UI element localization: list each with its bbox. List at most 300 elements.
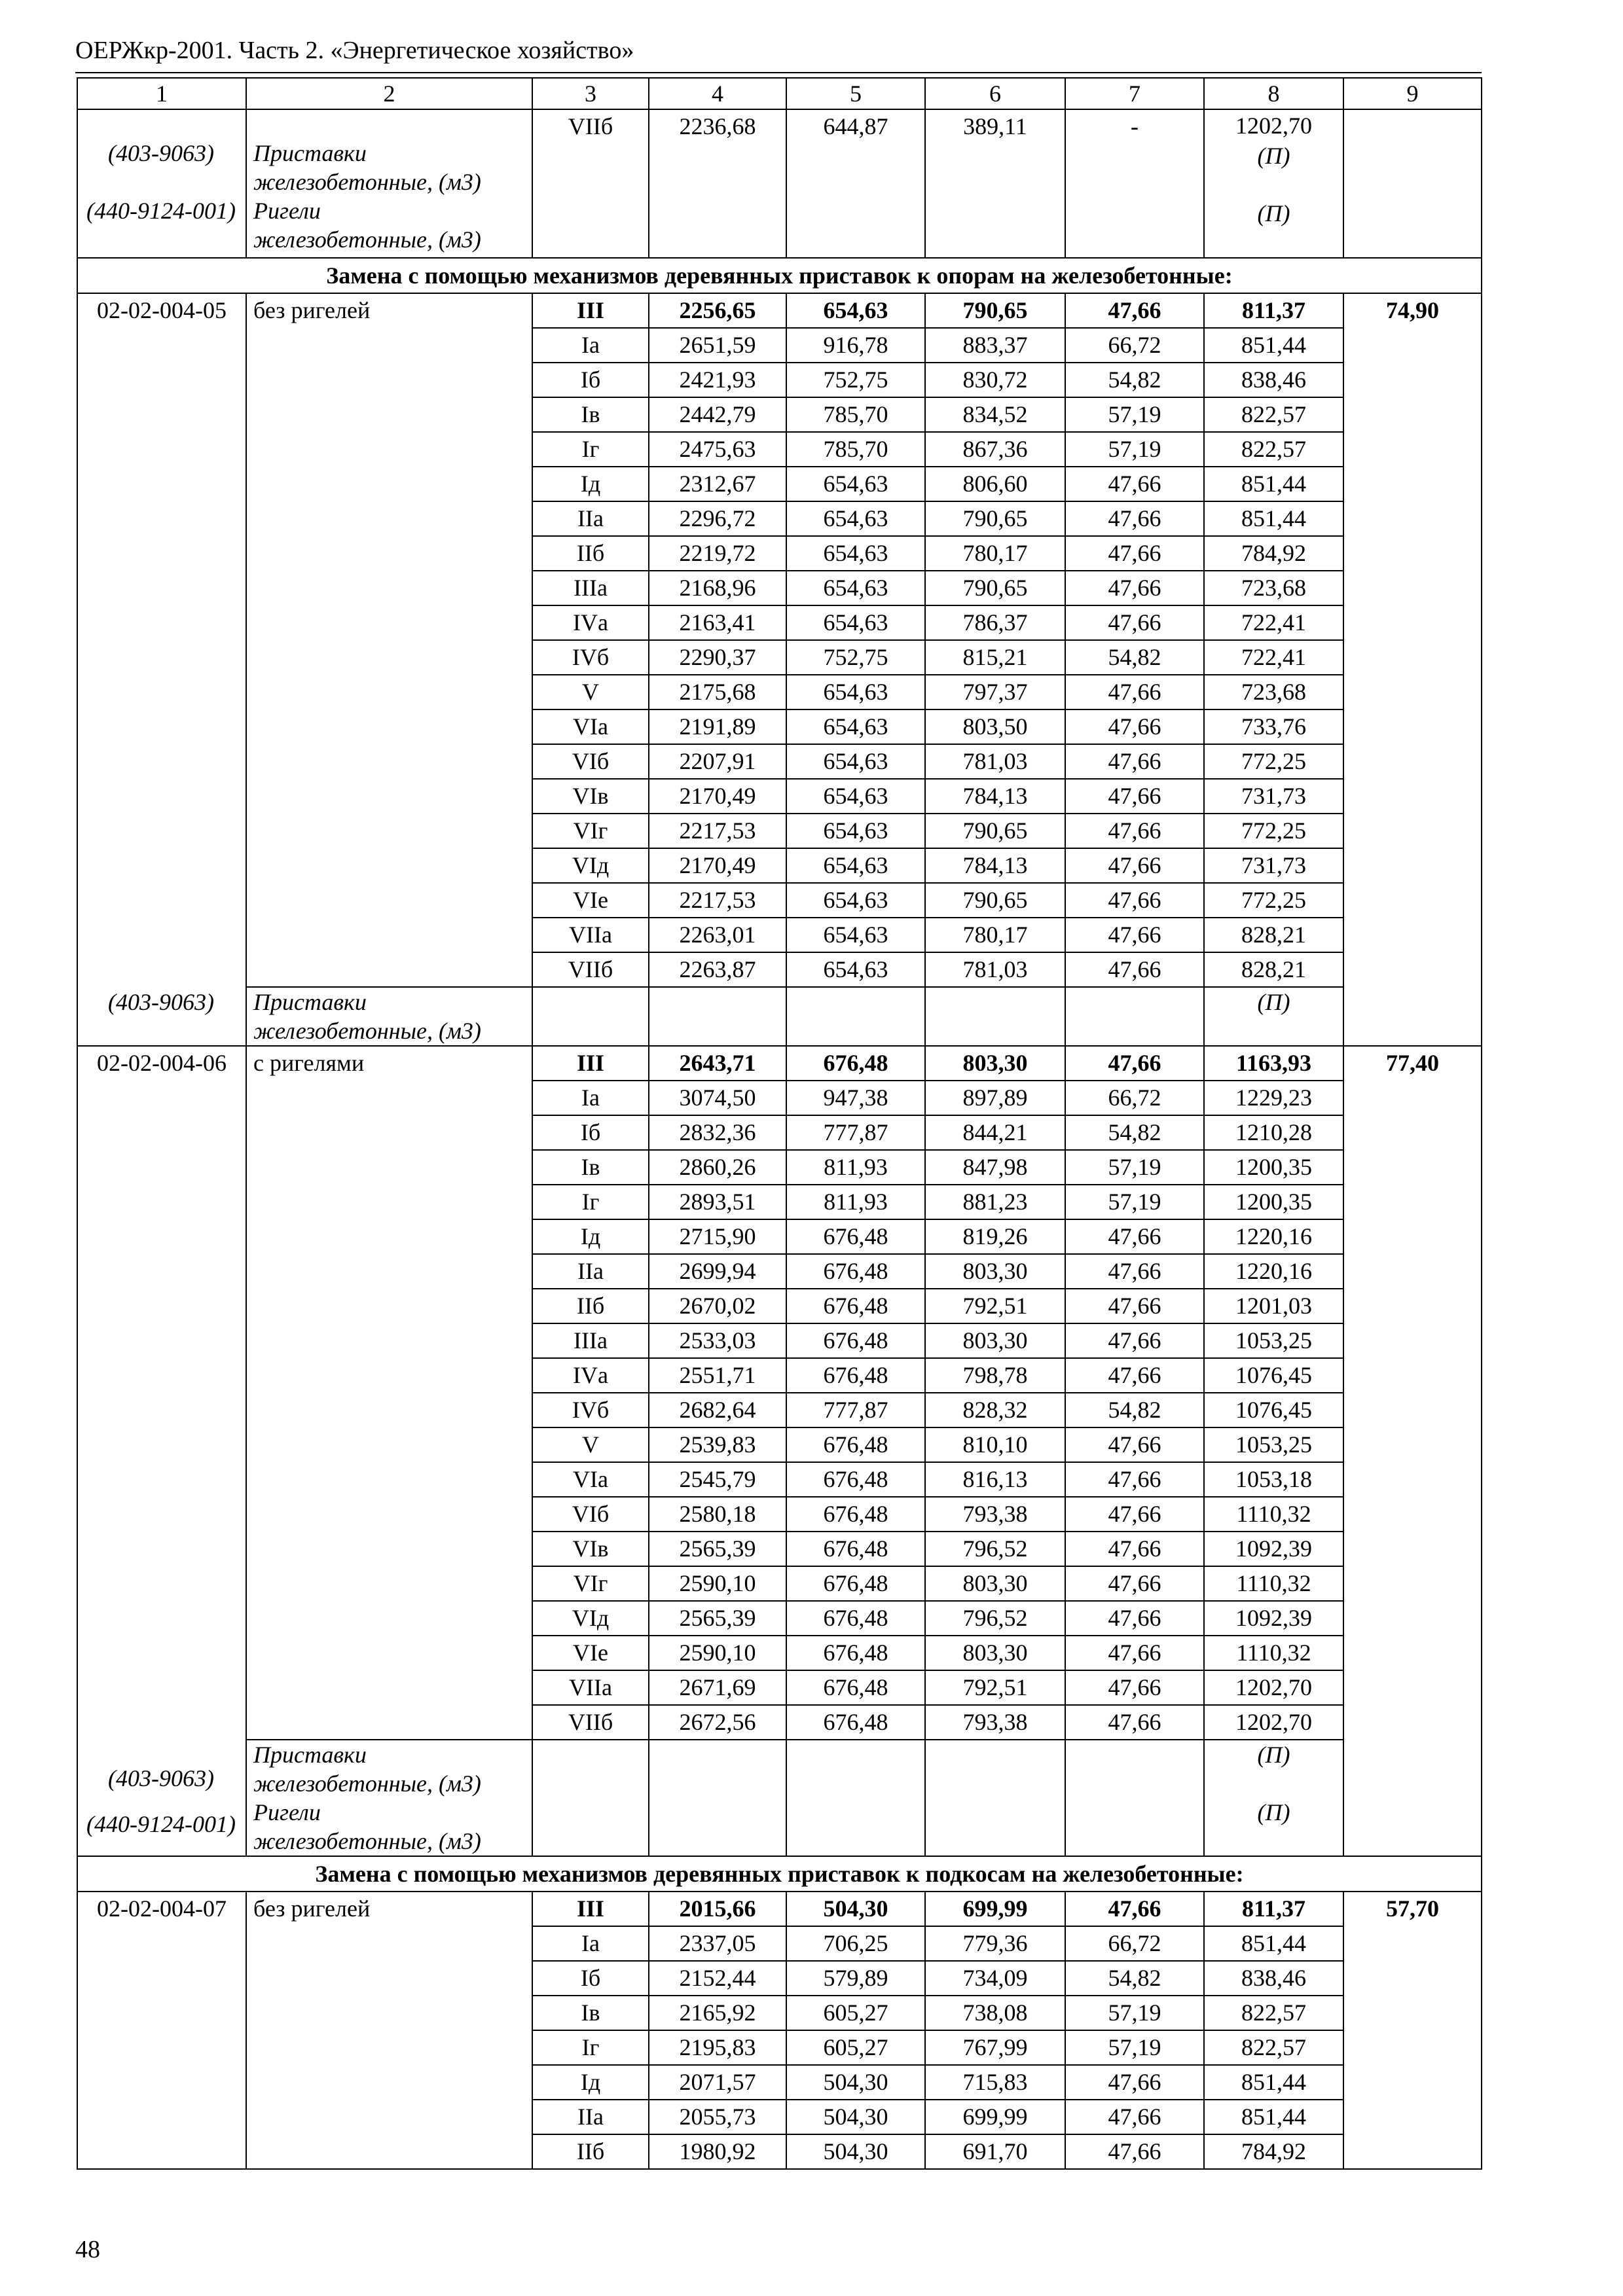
value-cell: 722,41 (1204, 605, 1343, 640)
value-cell: 47,66 (1065, 2134, 1204, 2169)
value-cell: 699,99 (925, 1892, 1065, 1926)
value-cell: 699,99 (925, 2100, 1065, 2134)
value-cell: 47,66 (1065, 1705, 1204, 1740)
value-cell: 738,08 (925, 1996, 1065, 2030)
value-cell: 2263,87 (649, 952, 786, 987)
value-cell: 47,66 (1065, 605, 1204, 640)
value-cell: 2312,67 (649, 467, 786, 501)
empty-cell (786, 987, 925, 1046)
value-cell: 2217,53 (649, 883, 786, 918)
value-cell: 654,63 (786, 744, 925, 779)
value-cell: 867,36 (925, 432, 1065, 467)
table-row (77, 1046, 1482, 1081)
value-cell: 57,19 (1065, 432, 1204, 467)
value-cell: 916,78 (786, 328, 925, 363)
value-cell: 790,65 (925, 814, 1065, 848)
zone-cell: Iб (532, 1961, 649, 1996)
value-cell: 822,57 (1204, 2030, 1343, 2065)
value-cell: 2590,10 (649, 1566, 786, 1601)
value-cell: 723,68 (1204, 571, 1343, 605)
value-cell: 844,21 (925, 1115, 1065, 1150)
value-cell: 2545,79 (649, 1462, 786, 1497)
value-cell: 676,48 (786, 1636, 925, 1670)
rate-code-text: 02-02-004-06 (97, 1050, 227, 1076)
value-cell: 803,30 (925, 1254, 1065, 1289)
value-cell: 47,66 (1065, 571, 1204, 605)
value-cell: 784,13 (925, 848, 1065, 883)
value-cell: 803,50 (925, 709, 1065, 744)
value-cell: 723,68 (1204, 675, 1343, 709)
value-cell: 772,25 (1204, 883, 1343, 918)
value-cell: 47,66 (1065, 1566, 1204, 1601)
value-cell: 1201,03 (1204, 1289, 1343, 1323)
value-cell: 47,66 (1065, 1670, 1204, 1705)
value-cell: 793,38 (925, 1705, 1065, 1740)
resource-codes (77, 109, 246, 258)
value-cell: 676,48 (786, 1427, 925, 1462)
value-cell: 47,66 (1065, 1046, 1204, 1081)
value-cell: 47,66 (1065, 2100, 1204, 2134)
value-cell: 786,37 (925, 605, 1065, 640)
value-cell: 2580,18 (649, 1497, 786, 1532)
rate-code (77, 293, 246, 1046)
zone-cell: VIб (532, 1497, 649, 1532)
value-cell: 504,30 (786, 1892, 925, 1926)
zone-cell: V (532, 675, 649, 709)
empty-cell (1065, 987, 1204, 1046)
resource-code: (440-9124-001) (86, 1811, 236, 1837)
table-row (77, 1892, 1482, 1926)
value-cell: 676,48 (786, 1566, 925, 1601)
zone-cell: VIIа (532, 918, 649, 952)
value-cell: 851,44 (1204, 2100, 1343, 2134)
zone-cell: Iв (532, 1996, 649, 2030)
zone-cell: VIIб (532, 952, 649, 987)
resource-mark: (П) (1257, 1799, 1290, 1825)
column-number: 6 (925, 78, 1065, 109)
resource-code: (440-9124-001) (86, 198, 236, 224)
spacer (78, 110, 244, 139)
value-cell: 1053,18 (1204, 1462, 1343, 1497)
value-cell: 1200,35 (1204, 1185, 1343, 1219)
value-cell: 654,63 (786, 501, 925, 536)
resource-row (77, 1740, 1482, 1856)
value-cell: 676,48 (786, 1289, 925, 1323)
value-cell: 2015,66 (649, 1892, 786, 1926)
zone-cell: VIб (532, 744, 649, 779)
value-cell: 830,72 (925, 363, 1065, 397)
value-cell: 57,19 (1065, 1996, 1204, 2030)
column-number: 3 (532, 78, 649, 109)
value-cell: 504,30 (786, 2134, 925, 2169)
value-cell: 66,72 (1065, 328, 1204, 363)
value-cell: 54,82 (1065, 1961, 1204, 1996)
zone-cell: IIа (532, 2100, 649, 2134)
value-cell: 691,70 (925, 2134, 1065, 2169)
resource-marks (1204, 987, 1343, 1046)
empty-cell (1065, 1740, 1204, 1856)
value-cell: 605,27 (786, 2030, 925, 2065)
value-cell: 2860,26 (649, 1150, 786, 1185)
value-cell: 47,66 (1065, 918, 1204, 952)
value-cell: 654,63 (786, 814, 925, 848)
value-cell: 2565,39 (649, 1532, 786, 1566)
value-cell: 811,93 (786, 1185, 925, 1219)
value-cell: 811,93 (786, 1150, 925, 1185)
empty-cell (649, 1740, 786, 1856)
value-cell: 676,48 (786, 1532, 925, 1566)
zone-cell: VIIа (532, 1670, 649, 1705)
value-cell: 1110,32 (1204, 1636, 1343, 1670)
value-cell: 811,37 (1204, 1892, 1343, 1926)
value-cell: 2475,63 (649, 432, 786, 467)
value-cell: 47,66 (1065, 709, 1204, 744)
resource-marks (1204, 1740, 1343, 1856)
value-cell: 54,82 (1065, 1393, 1204, 1427)
value-cell: 834,52 (925, 397, 1065, 432)
value-cell: 654,63 (786, 675, 925, 709)
zone-cell: VIг (532, 814, 649, 848)
value-cell: 2682,64 (649, 1393, 786, 1427)
column-number-row (77, 78, 1482, 109)
value-cell: 676,48 (786, 1046, 925, 1081)
zone-cell: IIIа (532, 571, 649, 605)
value-cell: 2671,69 (649, 1670, 786, 1705)
value-cell: 816,13 (925, 1462, 1065, 1497)
value-cell: 654,63 (786, 952, 925, 987)
value-cell: 1053,25 (1204, 1427, 1343, 1462)
zone-cell: Iд (532, 467, 649, 501)
value-cell: 822,57 (1204, 397, 1343, 432)
value-cell: 47,66 (1065, 1358, 1204, 1393)
value-cell: 752,75 (786, 363, 925, 397)
section-title: Замена с помощью механизмов деревянных приставок к подкосам на железобетонные: (77, 1856, 1482, 1892)
column-number: 7 (1065, 78, 1204, 109)
value-cell: 851,44 (1204, 1926, 1343, 1961)
value-cell: 654,63 (786, 848, 925, 883)
value-cell: 2832,36 (649, 1115, 786, 1150)
value-cell: 2643,71 (649, 1046, 786, 1081)
value-cell: 47,66 (1065, 293, 1204, 328)
value-cell: 881,23 (925, 1185, 1065, 1219)
value-cell: 772,25 (1204, 744, 1343, 779)
value-cell: 2152,44 (649, 1961, 786, 1996)
value-cell: 2256,65 (649, 293, 786, 328)
value-cell: 790,65 (925, 501, 1065, 536)
value-cell: 47,66 (1065, 1289, 1204, 1323)
value-cell: 851,44 (1204, 501, 1343, 536)
value-cell: 1076,45 (1204, 1358, 1343, 1393)
value-cell: 731,73 (1204, 848, 1343, 883)
value-cell: 47,66 (1065, 536, 1204, 571)
value-cell: 2539,83 (649, 1427, 786, 1462)
value-cell: 777,87 (786, 1115, 925, 1150)
zone-cell: III (532, 293, 649, 328)
value-cell: 57,19 (1065, 1185, 1204, 1219)
zone-cell: VIд (532, 848, 649, 883)
table-row (77, 293, 1482, 328)
zone-cell: VIIб (532, 109, 649, 258)
resource-mark: (П) (1257, 989, 1290, 1015)
value-cell: 1210,28 (1204, 1115, 1343, 1150)
value-cell: 790,65 (925, 293, 1065, 328)
value-cell: 654,63 (786, 709, 925, 744)
work-name-text: без ригелей (253, 1895, 371, 1922)
value-cell: 784,92 (1204, 2134, 1343, 2169)
zone-cell: VIв (532, 1532, 649, 1566)
value-cell: 2715,90 (649, 1219, 786, 1254)
norm-cell: 77,40 (1343, 1046, 1482, 1856)
section-heading-row (77, 258, 1482, 293)
value-cell: 2296,72 (649, 501, 786, 536)
value-cell: - (1065, 109, 1204, 258)
resource-name: Приставки железобетонные, (м3) (253, 140, 481, 195)
value-cell: 54,82 (1065, 1115, 1204, 1150)
norm-cell: 74,90 (1343, 293, 1482, 1046)
resource-name: Приставки железобетонные, (м3) (253, 989, 481, 1044)
resource-code: (403-9063) (108, 1765, 214, 1791)
value-cell: 784,13 (925, 779, 1065, 814)
value-cell: 3074,50 (649, 1081, 786, 1115)
zone-cell: Iв (532, 397, 649, 432)
value-cell: 822,57 (1204, 432, 1343, 467)
value-cell: 504,30 (786, 2065, 925, 2100)
empty-cell (649, 987, 786, 1046)
empty-cell (925, 1740, 1065, 1856)
value-cell: 66,72 (1065, 1926, 1204, 1961)
value-cell: 654,63 (786, 293, 925, 328)
column-number: 1 (77, 78, 246, 109)
value-cell: 1110,32 (1204, 1566, 1343, 1601)
value-cell: 838,46 (1204, 1961, 1343, 1996)
value-cell: 2699,94 (649, 1254, 786, 1289)
value-cell: 654,63 (786, 779, 925, 814)
work-name (246, 293, 532, 987)
value-cell: 676,48 (786, 1219, 925, 1254)
value-cell: 780,17 (925, 918, 1065, 952)
value-cell: 851,44 (1204, 467, 1343, 501)
zone-cell: VIв (532, 779, 649, 814)
resource-names (246, 1740, 532, 1856)
value-cell: 1053,25 (1204, 1323, 1343, 1358)
value-cell: 1092,39 (1204, 1601, 1343, 1636)
zone-cell: Iб (532, 1115, 649, 1150)
value: 1202,70 (1235, 113, 1312, 139)
value-cell: 47,66 (1065, 1532, 1204, 1566)
column-number: 5 (786, 78, 925, 109)
value-cell: 1200,35 (1204, 1150, 1343, 1185)
value-cell: 57,19 (1065, 2030, 1204, 2065)
value-cell: 2175,68 (649, 675, 786, 709)
value-cell: 790,65 (925, 883, 1065, 918)
value-cell: 796,52 (925, 1532, 1065, 1566)
value-cell: 47,66 (1065, 1219, 1204, 1254)
zone-cell: V (532, 1427, 649, 1462)
value-cell: 2551,71 (649, 1358, 786, 1393)
value-cell: 733,76 (1204, 709, 1343, 744)
value-cell: 676,48 (786, 1358, 925, 1393)
value-cell: 815,21 (925, 640, 1065, 675)
value-cell: 57,19 (1065, 397, 1204, 432)
resource-name: Ригели железобетонные, (м3) (253, 198, 481, 253)
value-cell: 752,75 (786, 640, 925, 675)
work-name (246, 1046, 532, 1740)
rates-table (77, 77, 1482, 2170)
value-cell: 2219,72 (649, 536, 786, 571)
zone-cell: VIа (532, 1462, 649, 1497)
value-cell: 819,26 (925, 1219, 1065, 1254)
zone-cell: IIа (532, 501, 649, 536)
zone-cell: IIб (532, 2134, 649, 2169)
value-cell: 781,03 (925, 744, 1065, 779)
work-name (246, 1892, 532, 2169)
zone-cell: Iа (532, 1081, 649, 1115)
resource-name: Приставки железобетонные, (м3) (253, 1742, 481, 1797)
zone-cell: VIIб (532, 1705, 649, 1740)
zone-cell: IIа (532, 1254, 649, 1289)
value-cell: 47,66 (1065, 883, 1204, 918)
rate-code (77, 1046, 246, 1856)
column-number: 9 (1343, 78, 1482, 109)
value-cell: 676,48 (786, 1705, 925, 1740)
section-heading-row (77, 1856, 1482, 1892)
value-cell: 1980,92 (649, 2134, 786, 2169)
value-cell: 1110,32 (1204, 1497, 1343, 1532)
value-cell: 47,66 (1065, 467, 1204, 501)
value-cell: 806,60 (925, 467, 1065, 501)
rate-code-text: 02-02-004-05 (97, 297, 227, 323)
value-cell: 47,66 (1065, 779, 1204, 814)
value-cell: 715,83 (925, 2065, 1065, 2100)
value-cell: 822,57 (1204, 1996, 1343, 2030)
value-cell: 2442,79 (649, 397, 786, 432)
value-cell: 851,44 (1204, 2065, 1343, 2100)
zone-cell: VIг (532, 1566, 649, 1601)
resource-names (246, 987, 532, 1046)
empty-cell (532, 987, 649, 1046)
resource-row (77, 987, 1482, 1046)
header-rule (75, 72, 1482, 73)
value-cell: 2055,73 (649, 2100, 786, 2134)
value-cell: 2290,37 (649, 640, 786, 675)
value-cell: 47,66 (1065, 1636, 1204, 1670)
resource-code: (403-9063) (108, 140, 214, 166)
value-cell: 2565,39 (649, 1601, 786, 1636)
value-cell: 47,66 (1065, 1497, 1204, 1532)
zone-cell: IVа (532, 605, 649, 640)
value-cell: 1229,23 (1204, 1081, 1343, 1115)
value-cell: 828,21 (1204, 918, 1343, 952)
value-cell: 2191,89 (649, 709, 786, 744)
zone-cell: VIд (532, 1601, 649, 1636)
work-name-text: без ригелей (253, 297, 371, 323)
value-cell: 779,36 (925, 1926, 1065, 1961)
empty-cell (925, 987, 1065, 1046)
value-cell: 654,63 (786, 571, 925, 605)
value-cell: 1220,16 (1204, 1254, 1343, 1289)
value-cell: 792,51 (925, 1289, 1065, 1323)
value-cell: 2263,01 (649, 918, 786, 952)
value-cell: 810,10 (925, 1427, 1065, 1462)
zone-cell: Iб (532, 363, 649, 397)
zone-cell: IVа (532, 1358, 649, 1393)
value-cell: 676,48 (786, 1601, 925, 1636)
value-cell: 793,38 (925, 1497, 1065, 1532)
value-cell: 2337,05 (649, 1926, 786, 1961)
value-cell: 897,89 (925, 1081, 1065, 1115)
rate-code (77, 1892, 246, 2169)
value-cell: 2670,02 (649, 1289, 786, 1323)
value-cell: 47,66 (1065, 744, 1204, 779)
value-cell: 2195,83 (649, 2030, 786, 2065)
value-cell: 947,38 (786, 1081, 925, 1115)
zone-cell: VIа (532, 709, 649, 744)
value-cell: 785,70 (786, 397, 925, 432)
section-title: Замена с помощью механизмов деревянных приставок к опорам на железобетонные: (77, 258, 1482, 293)
value-cell: 57,19 (1065, 1150, 1204, 1185)
zone-cell: VIе (532, 883, 649, 918)
value-cell: 47,66 (1065, 2065, 1204, 2100)
value-cell: 654,63 (786, 605, 925, 640)
value-cell: 2163,41 (649, 605, 786, 640)
value-cell: 605,27 (786, 1996, 925, 2030)
value-cell: 2170,49 (649, 779, 786, 814)
page-number: 48 (75, 2236, 100, 2263)
value-cell: 851,44 (1204, 328, 1343, 363)
table-row (77, 109, 1482, 258)
value-cell: 777,87 (786, 1393, 925, 1427)
value-cell: 47,66 (1065, 1892, 1204, 1926)
zone-cell: III (532, 1046, 649, 1081)
value-cell: 676,48 (786, 1670, 925, 1705)
value-cell: 2168,96 (649, 571, 786, 605)
value-cell: 676,48 (786, 1254, 925, 1289)
value-cell: 654,63 (786, 536, 925, 571)
value-cell: 54,82 (1065, 363, 1204, 397)
value-cell: 47,66 (1065, 1462, 1204, 1497)
zone-cell: Iд (532, 1219, 649, 1254)
value-cell: 828,32 (925, 1393, 1065, 1427)
value-cell: 883,37 (925, 328, 1065, 363)
value-cell: 772,25 (1204, 814, 1343, 848)
value-cell: 1163,93 (1204, 1046, 1343, 1081)
table-body (77, 78, 1482, 2169)
value-cell: 54,82 (1065, 640, 1204, 675)
resource-name: Ригели железобетонные, (м3) (253, 1799, 481, 1854)
zone-cell: Iа (532, 1926, 649, 1961)
value-cell (1204, 109, 1343, 258)
value-cell: 785,70 (786, 432, 925, 467)
zone-cell: IIIа (532, 1323, 649, 1358)
value-cell: 2207,91 (649, 744, 786, 779)
value-cell: 654,63 (786, 918, 925, 952)
value-cell: 722,41 (1204, 640, 1343, 675)
zone-cell: IVб (532, 1393, 649, 1427)
value-cell: 504,30 (786, 2100, 925, 2134)
value-cell: 2421,93 (649, 363, 786, 397)
value-cell: 47,66 (1065, 848, 1204, 883)
value-cell: 676,48 (786, 1462, 925, 1497)
value-cell: 803,30 (925, 1636, 1065, 1670)
value-cell: 798,78 (925, 1358, 1065, 1393)
resource-names (246, 109, 532, 258)
value-cell: 1202,70 (1204, 1705, 1343, 1740)
resource-code: (403-9063) (108, 989, 214, 1015)
rate-code-text: 02-02-004-07 (97, 1895, 227, 1922)
value-cell: 676,48 (786, 1323, 925, 1358)
value-cell: 828,21 (1204, 952, 1343, 987)
value-cell: 803,30 (925, 1323, 1065, 1358)
